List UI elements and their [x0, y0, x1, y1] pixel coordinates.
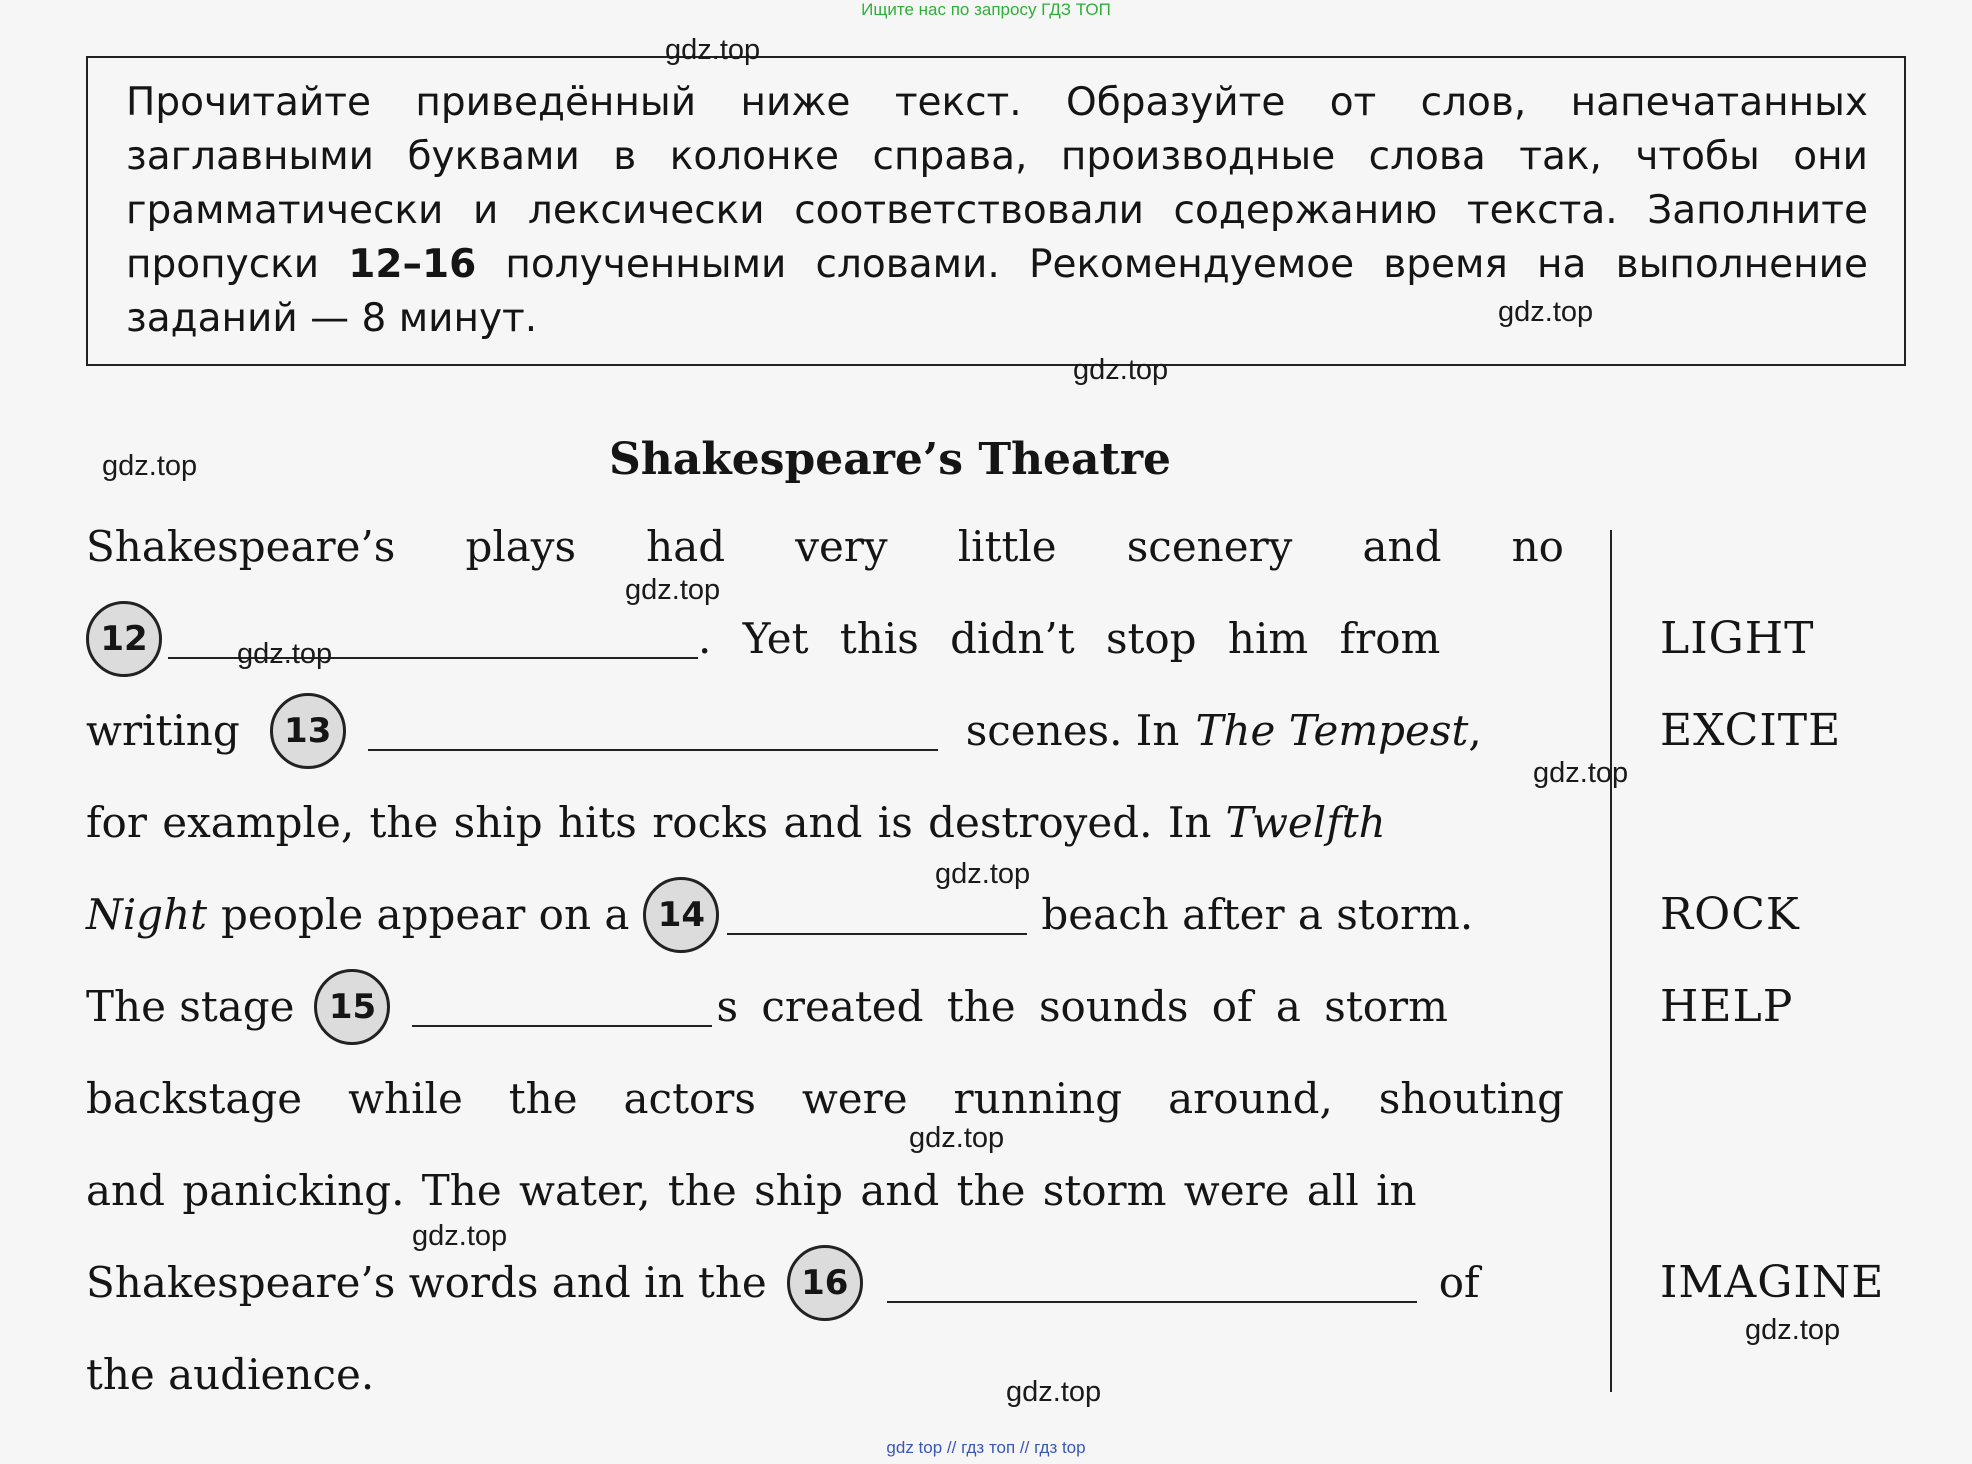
gap-number-14: 14: [643, 877, 719, 953]
text-line-4: [86, 788, 1564, 858]
word: backstage: [86, 1074, 303, 1123]
text-line-3: [86, 696, 1564, 766]
text-line-2-rest: . Yet this didn’t stop him from: [698, 614, 1441, 663]
watermark: gdz.top: [625, 574, 721, 606]
gap-15-blank[interactable]: [412, 987, 712, 1027]
bottom-note: gdz top // гдз топ // гдз top: [886, 1438, 1086, 1457]
text-line-6: [86, 972, 1564, 1042]
top-note: Ищите нас по запросу ГДЗ ТОП: [861, 0, 1111, 19]
word: the: [508, 1074, 578, 1123]
text-title: Shakespeare’s Theatre: [608, 434, 1172, 485]
keyword-16: IMAGINE: [1660, 1257, 1885, 1308]
watermark: gdz.top: [1745, 1314, 1841, 1346]
instructions-box: [86, 56, 1906, 366]
gap-13-blank[interactable]: [368, 711, 938, 751]
keyword-13: EXCITE: [1660, 705, 1842, 756]
text-segment: beach after a storm.: [1041, 890, 1474, 939]
gap-14-blank[interactable]: [727, 895, 1027, 935]
text-segment: and panicking. The water, the ship and the storm were all in: [86, 1166, 1417, 1215]
text-line-10: [86, 1340, 1564, 1410]
title-twelfth: Twelfth: [1225, 798, 1386, 847]
word: around,: [1168, 1074, 1333, 1123]
text-segment: for example, the ship hits rocks and is destroyed. In: [86, 798, 1212, 847]
gap-number-16: 16: [787, 1245, 863, 1321]
word: Shakespeare’s: [86, 522, 396, 571]
watermark: gdz.top: [237, 638, 333, 670]
text-segment: The stage: [86, 982, 295, 1031]
text-line-8: [86, 1156, 1564, 1226]
watermark: gdz.top: [412, 1220, 508, 1252]
text-line-9: [86, 1248, 1564, 1318]
keyword-15: HELP: [1660, 981, 1794, 1032]
gap-number-13: 13: [270, 693, 346, 769]
watermark: gdz.top: [1533, 757, 1629, 789]
word: very: [795, 522, 888, 571]
watermark: gdz.top: [935, 858, 1031, 890]
title-night: Night: [86, 890, 207, 939]
instructions-text-end: полученными словами. Рекомендуемое время на выполнение заданий — 8 минут.: [126, 242, 1868, 341]
word: running: [953, 1074, 1123, 1123]
word: were: [801, 1074, 908, 1123]
word: no: [1511, 522, 1564, 571]
word: little: [957, 522, 1057, 571]
text-segment: the audience.: [86, 1350, 375, 1399]
word: plays: [465, 522, 577, 571]
watermark: gdz.top: [102, 450, 198, 482]
comma: ,: [1468, 706, 1482, 755]
word: actors: [623, 1074, 756, 1123]
gap-number-15: 15: [314, 969, 390, 1045]
watermark: gdz.top: [1006, 1376, 1102, 1408]
word: of: [1438, 1258, 1480, 1307]
watermark: gdz.top: [1498, 296, 1594, 328]
watermark: gdz.top: [665, 34, 761, 66]
word: shouting: [1378, 1074, 1564, 1123]
gap-16-blank[interactable]: [887, 1263, 1417, 1303]
word: had: [646, 522, 726, 571]
title-the-tempest: The Tempest: [1195, 706, 1469, 755]
keyword-14: ROCK: [1660, 889, 1800, 940]
instructions-text: Прочитайте приведённый ниже текст. Образуйте от слов, напечатанных заглавными буквами в колонке справа, производные слова так, чтобы они грамматически и лексически соответствовали содержанию текста. Заполните пропуски: [126, 80, 1868, 287]
watermark: gdz.top: [909, 1122, 1005, 1154]
word: and: [1362, 522, 1442, 571]
watermark: gdz.top: [1073, 354, 1169, 386]
word: scenery: [1126, 522, 1293, 571]
word: scenes. In: [965, 706, 1180, 755]
text-segment: Shakespeare’s words and in the: [86, 1258, 767, 1307]
text-segment: s created the sounds of a storm: [716, 982, 1448, 1031]
text-line-5: [86, 880, 1564, 950]
gap-number-12: 12: [86, 601, 162, 677]
word: while: [348, 1074, 463, 1123]
column-divider: [1610, 530, 1612, 1392]
text-line-7: [86, 1064, 1564, 1134]
instructions-range: 12–16: [348, 242, 477, 287]
word: writing: [86, 706, 240, 755]
text-segment: people appear on a: [221, 890, 630, 939]
text-line-1: [86, 512, 1564, 582]
keyword-12: LIGHT: [1660, 613, 1815, 664]
